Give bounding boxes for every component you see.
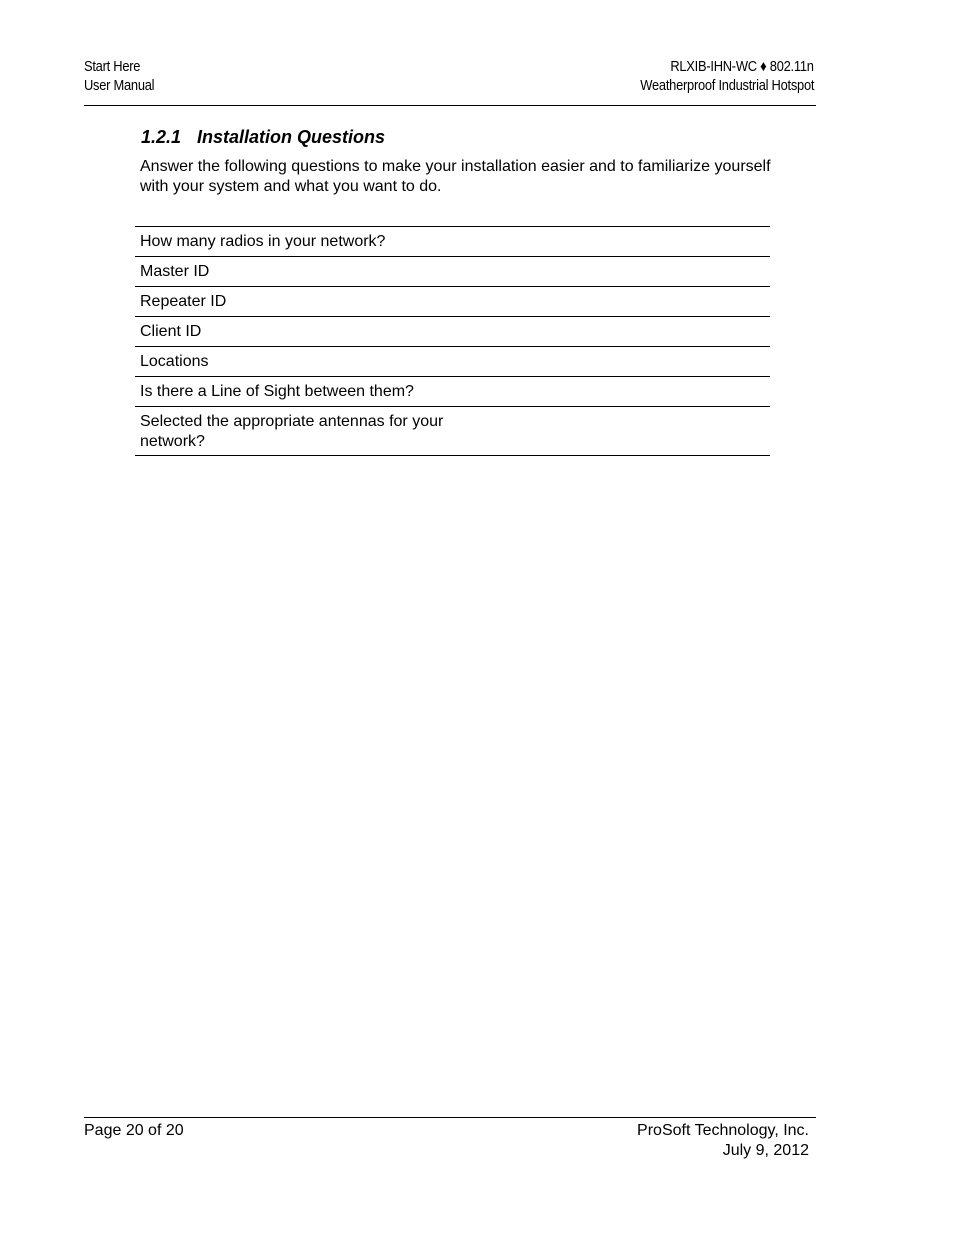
- header-section-label: Start Here: [84, 58, 141, 75]
- header-document-type: User Manual: [84, 77, 155, 94]
- answer-cell: [455, 377, 770, 407]
- question-cell: Repeater ID: [135, 287, 455, 317]
- table-row: [135, 407, 770, 456]
- section-number: 1.2.1: [141, 127, 182, 147]
- answer-cell: [455, 287, 770, 317]
- header-product-description: Weatherproof Industrial Hotspot: [640, 77, 814, 94]
- publication-date: July 9, 2012: [722, 1141, 809, 1159]
- question-cell: Master ID: [135, 257, 455, 287]
- question-cell: Selected the appropriate antennas for your network?: [135, 407, 455, 456]
- table-row: [135, 287, 770, 317]
- header-product-model: RLXIB-IHN-WC ♦ 802.11n: [670, 58, 814, 75]
- question-cell: How many radios in your network?: [135, 227, 455, 257]
- page-header: [84, 56, 816, 106]
- answer-cell: [455, 257, 770, 287]
- footer-publisher: [637, 1121, 809, 1160]
- page-number: Page 20 of 20: [84, 1122, 184, 1139]
- installation-questions-table: [135, 226, 770, 456]
- table-row: [135, 347, 770, 377]
- table-row: [135, 227, 770, 257]
- answer-cell: [455, 227, 770, 257]
- page-footer: [84, 1117, 816, 1168]
- company-name: ProSoft Technology, Inc.: [637, 1122, 809, 1139]
- question-cell: Locations: [135, 347, 455, 377]
- intro-paragraph: Answer the following questions to make your installation easier and to familiarize yourself with your system and what you want to do.: [140, 158, 771, 195]
- answer-cell: [455, 407, 770, 456]
- section-title: Installation Questions: [197, 127, 386, 147]
- answer-cell: [455, 347, 770, 377]
- question-cell: Client ID: [135, 317, 455, 347]
- answer-cell: [455, 317, 770, 347]
- table-row: [135, 317, 770, 347]
- table-row: [135, 257, 770, 287]
- section-heading: [141, 126, 385, 148]
- table-row: [135, 377, 770, 407]
- question-cell: Is there a Line of Sight between them?: [135, 377, 455, 407]
